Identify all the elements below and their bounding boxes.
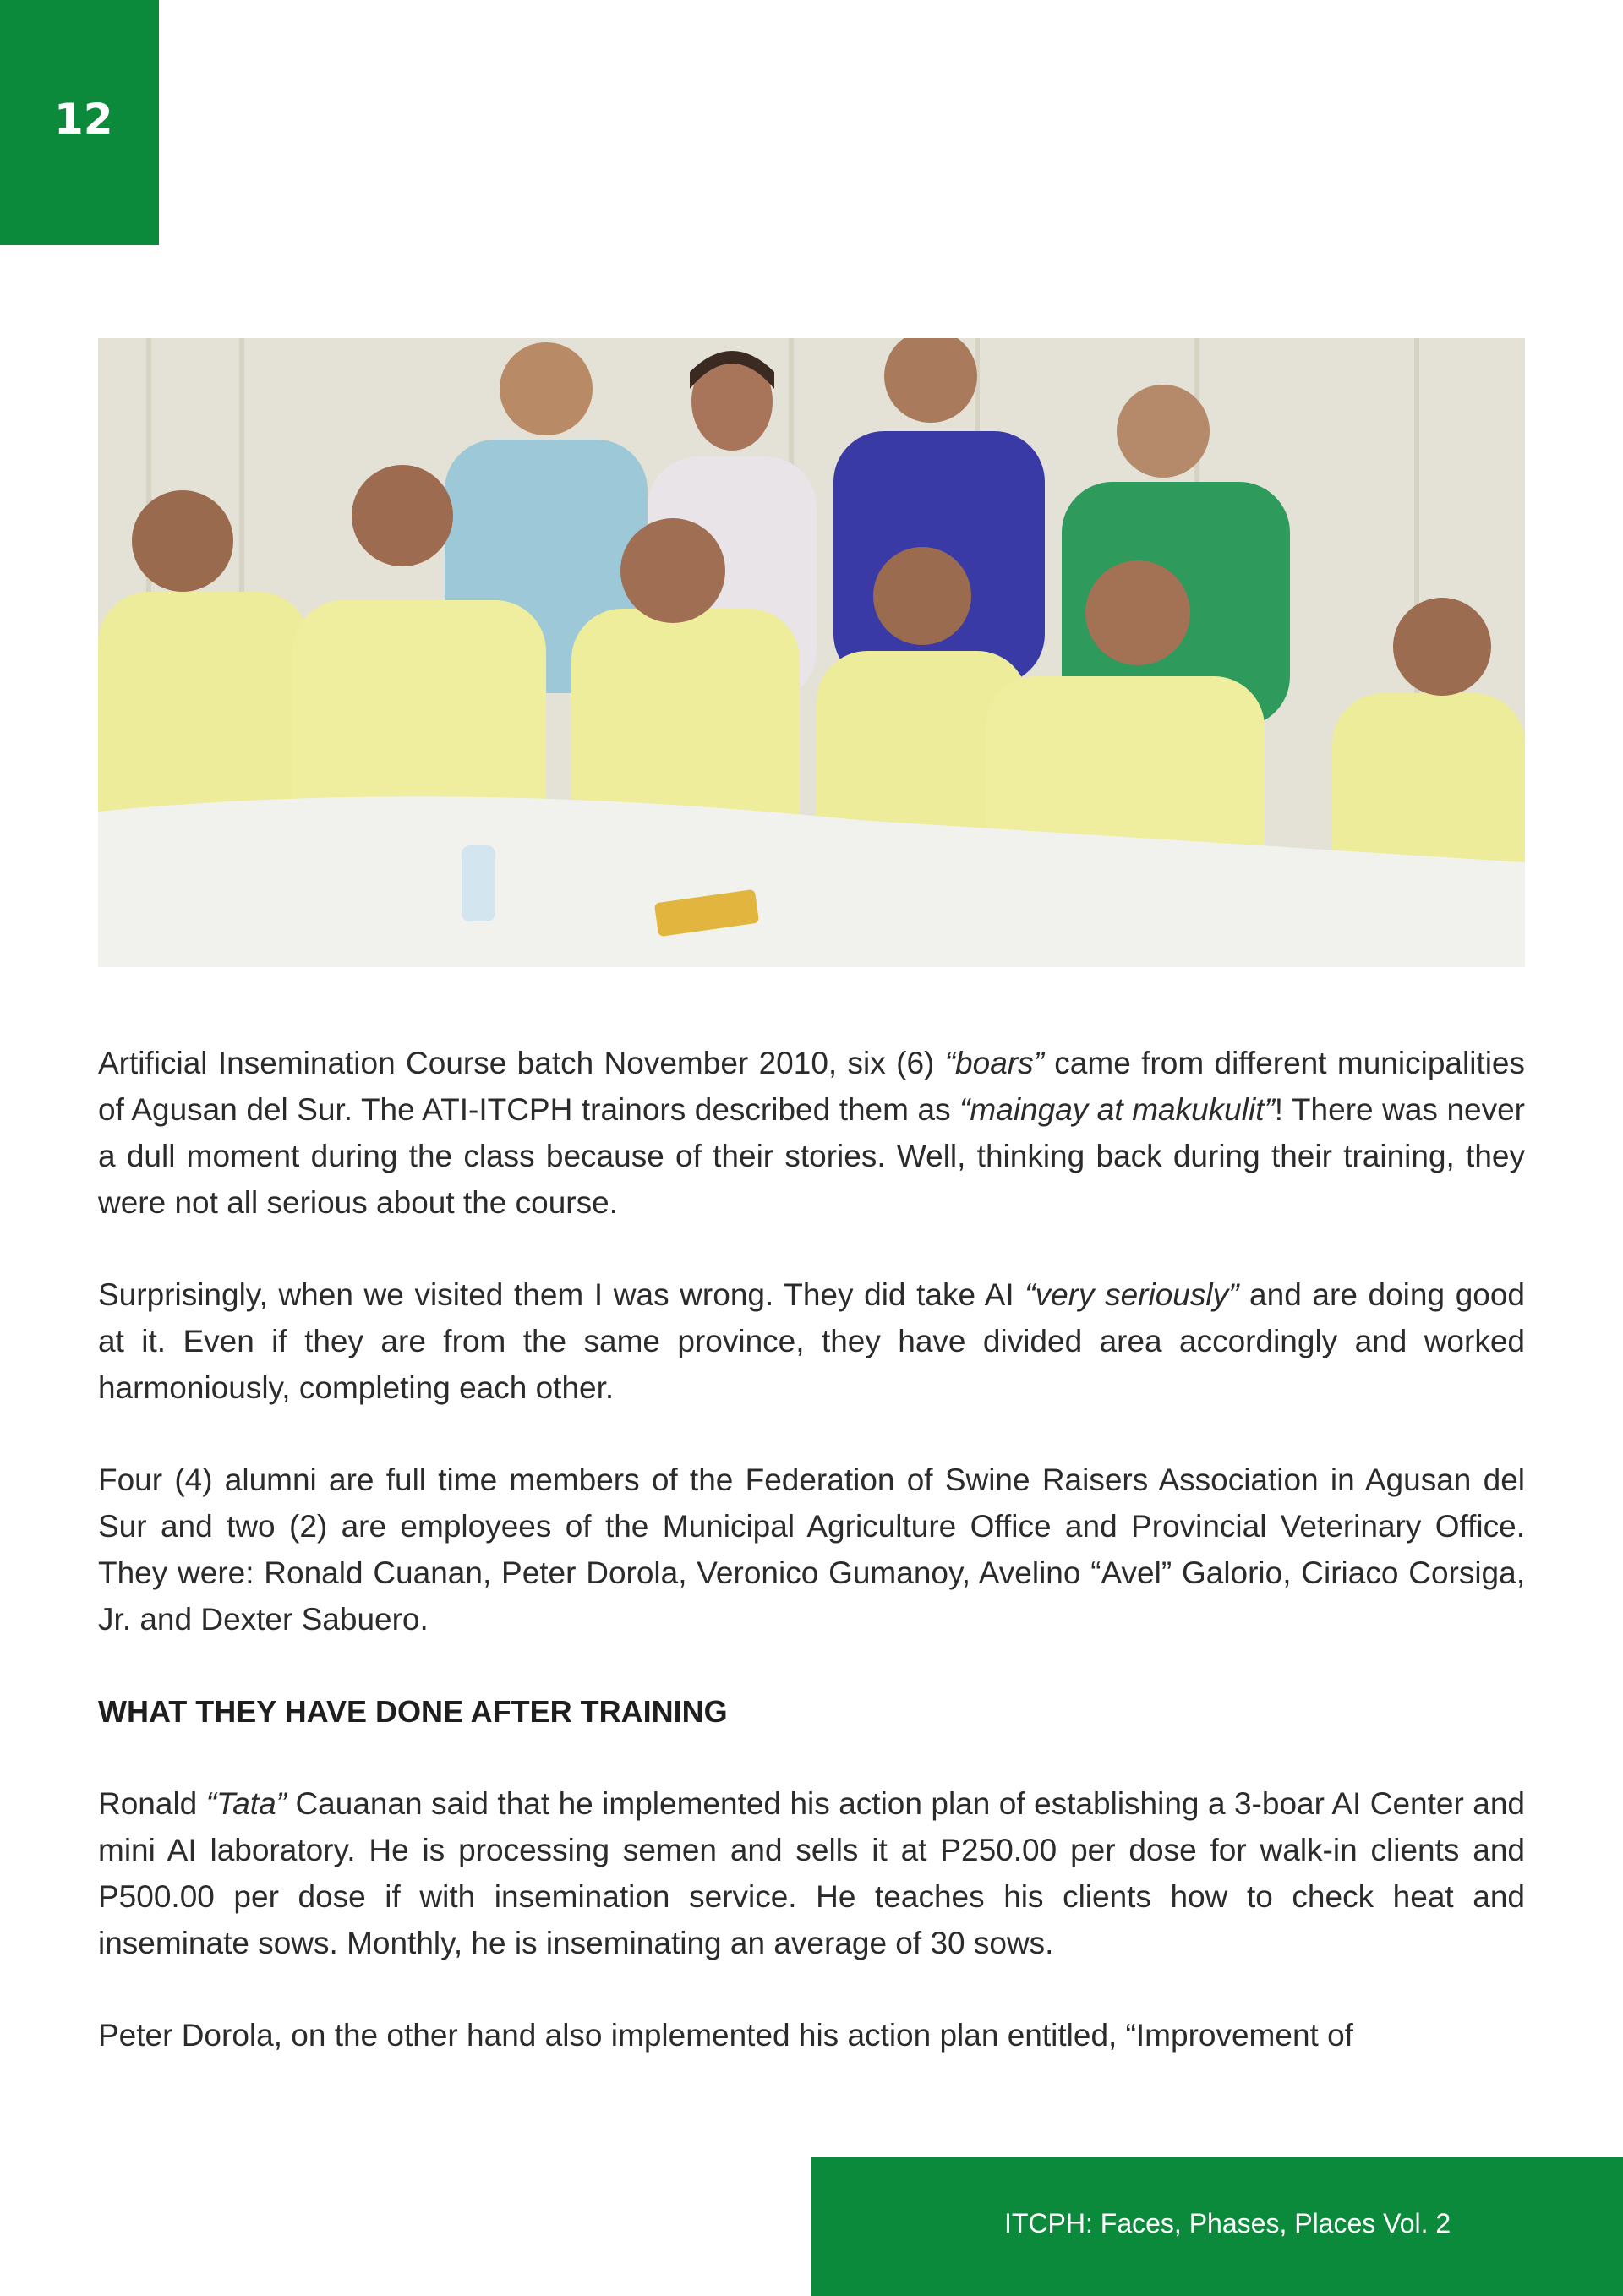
footer-band	[812, 2157, 1623, 2296]
paragraph-4: Ronald “Tata” Cauanan said that he implemented his action plan of establishing a 3-boar AI Center and mini AI laboratory. He is processing semen and sells it at P250.00 per dose for walk-in clients and P500.00 per dose if with insemination service. He teaches his clients how to check heat and inseminate sows. Monthly, he is inseminating an average of 30 sows.	[98, 1786, 1525, 1960]
publication-title: ITCPH: Faces, Phases, Places Vol. 2	[1004, 2208, 1451, 2239]
paragraph-2: Surprisingly, when we visited them I was wrong. They did take AI “very seriously” and are doing good at it. Even if they are from the same province, they have divided area accordingly and worked harmoniously, completing each other.	[98, 1277, 1525, 1405]
paragraph-3: Four (4) alumni are full time members of the Federation of Swine Raisers Association in Agusan del Sur and two (2) are employees of the Municipal Agriculture Office and Provincial Veterinary Office. They were: Ronald Cuanan, Peter Dorola, Veronico Gumanoy, Avelino “Avel” Galorio, Ciriaco Corsiga, Jr. and Dexter Sabuero.	[98, 1462, 1525, 1637]
page-number: 12	[54, 95, 113, 144]
section-heading: WHAT THEY HAVE DONE AFTER TRAINING	[98, 1694, 728, 1729]
paragraph-5: Peter Dorola, on the other hand also implemented his action plan entitled, “Improvement of	[98, 2018, 1353, 2053]
paragraph-1: Artificial Insemination Course batch November 2010, six (6) “boars” came from different municipalities of Agusan del Sur. The ATI-ITCPH trainors described them as “maingay at makukulit”! There was never a dull moment during the class because of their stories. Well, thinking back during their training, they were not all serious about the course.	[98, 1046, 1525, 1220]
group-photo-illustration	[98, 338, 1525, 967]
page-number-tab	[0, 0, 159, 245]
group-photo	[98, 338, 1525, 967]
article-body	[98, 1040, 1525, 2104]
